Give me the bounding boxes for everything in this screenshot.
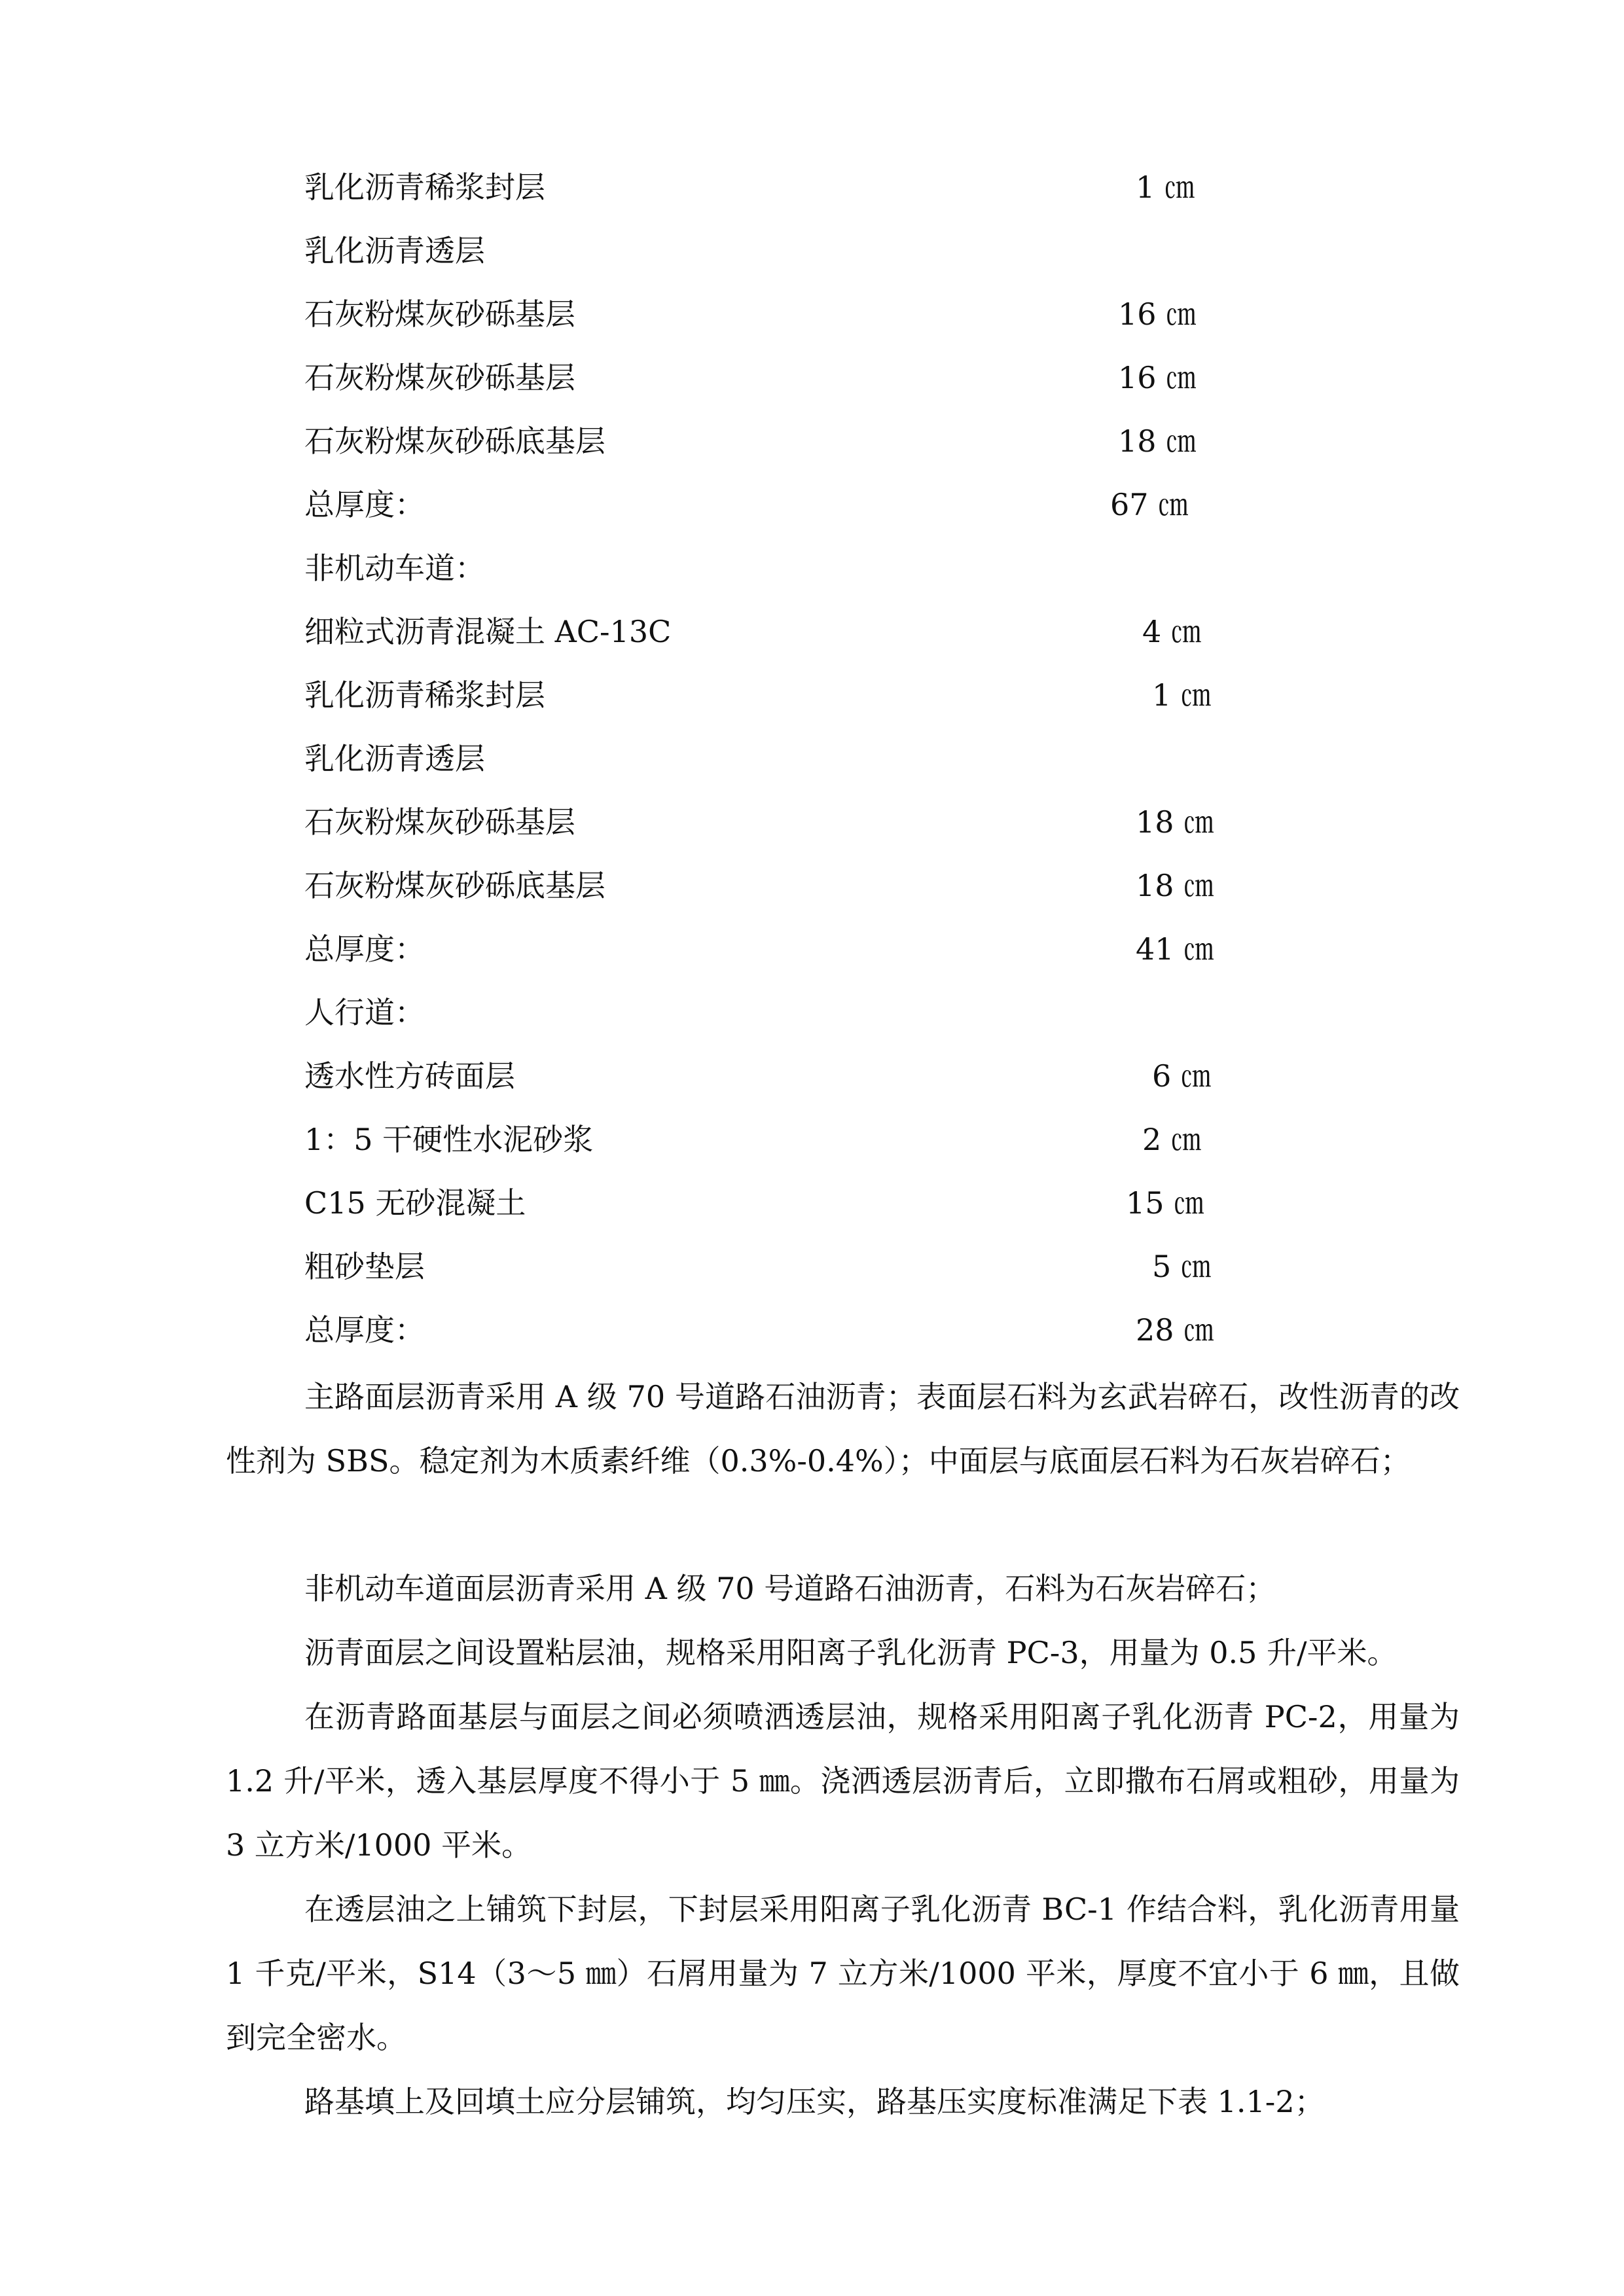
layer-thickness: 1 ㎝ [1136,170,1195,205]
layer-row [0,161,1624,213]
total-thickness-label: 总厚度： [304,931,425,967]
layer-row [0,288,1624,340]
layer-thickness: 18 ㎝ [1118,423,1197,459]
layer-row [0,1240,1624,1293]
layer-label: 乳化沥青透层 [304,741,485,776]
body-paragraph: 沥青面层之间设置粘层油，规格采用阳离子乳化沥青 PC-3，用量为 0.5 升/平米。 [304,1635,1398,1670]
layer-row [0,1304,1624,1356]
layer-row [0,1177,1624,1229]
layer-thickness: 6 ㎝ [1152,1058,1211,1094]
section-heading: 非机动车道： [304,550,485,586]
layer-label: 石灰粉煤灰砂砾基层 [304,804,575,840]
total-thickness-value: 67 ㎝ [1110,487,1189,522]
layer-thickness: 4 ㎝ [1142,614,1201,649]
layer-thickness: 2 ㎝ [1142,1122,1201,1157]
layer-thickness: 18 ㎝ [1136,868,1214,903]
layer-label: 石灰粉煤灰砂砾底基层 [304,868,605,903]
section-heading: 人行道： [304,995,425,1030]
layer-row [0,1050,1624,1102]
layer-label: 石灰粉煤灰砂砾底基层 [304,423,605,459]
body-paragraph: 非机动车道面层沥青采用 A 级 70 号道路石油沥青，石料为石灰岩碎石； [304,1571,1276,1606]
layer-label: 乳化沥青透层 [304,233,485,268]
layer-thickness: 16 ㎝ [1118,360,1197,395]
layer-label: 1：5 干硬性水泥砂浆 [304,1122,594,1157]
layer-label: 透水性方砖面层 [304,1058,515,1094]
layer-label: 细粒式沥青混凝土 AC-13C [304,614,672,649]
total-thickness-value: 41 ㎝ [1136,931,1214,967]
total-thickness-value: 28 ㎝ [1136,1312,1214,1348]
layer-row [0,1113,1624,1166]
layer-row [0,859,1624,912]
layer-row [0,923,1624,975]
body-paragraph: 主路面层沥青采用 A 级 70 号道路石油沥青；表面层石料为玄武岩碎石，改性沥青的改性剂为 SBS。稳定剂为木质素纤维（0.3%-0.4%）；中面层与底面层石料为石灰岩碎石； [226,1379,1460,1479]
layer-row [0,732,1624,785]
layer-row [0,669,1624,721]
section-heading-row [0,542,1624,594]
layer-thickness: 1 ㎝ [1152,677,1211,713]
layer-row [0,351,1624,404]
layer-label: 乳化沥青稀浆封层 [304,677,545,713]
layer-thickness: 16 ㎝ [1118,296,1197,332]
total-thickness-label: 总厚度： [304,487,425,522]
layer-thickness: 15 ㎝ [1126,1185,1204,1221]
total-thickness-label: 总厚度： [304,1312,425,1348]
layer-label: 石灰粉煤灰砂砾基层 [304,360,575,395]
body-paragraph: 在沥青路面基层与面层之间必须喷洒透层油，规格采用阳离子乳化沥青 PC-2，用量为 1.2 升/平米，透入基层厚度不得小于 5 ㎜。浇洒透层沥青后，立即撒布石屑或粗砂，用量为 3 立方米/1000 平米。 [226,1699,1460,1863]
body-paragraph: 路基填上及回填土应分层铺筑，均匀压实，路基压实度标准满足下表 1.1-2； [304,2084,1325,2119]
layer-label: 粗砂垫层 [304,1249,425,1284]
layer-thickness: 18 ㎝ [1136,804,1214,840]
layer-row [0,796,1624,848]
body-paragraph: 在透层油之上铺筑下封层，下封层采用阳离子乳化沥青 BC-1 作结合料，乳化沥青用量 1 千克/平米，S14（3～5 ㎜）石屑用量为 7 立方米/1000 平米，厚度不宜小于 6 ㎜，且做到完全密水。 [226,1892,1460,2055]
layer-label: C15 无砂混凝土 [304,1185,526,1221]
section-heading-row [0,986,1624,1039]
layer-label: 石灰粉煤灰砂砾基层 [304,296,575,332]
layer-row [0,478,1624,531]
layer-label: 乳化沥青稀浆封层 [304,170,545,205]
layer-row [0,224,1624,277]
layer-row [0,415,1624,467]
layer-thickness: 5 ㎝ [1152,1249,1211,1284]
layer-row [0,605,1624,658]
